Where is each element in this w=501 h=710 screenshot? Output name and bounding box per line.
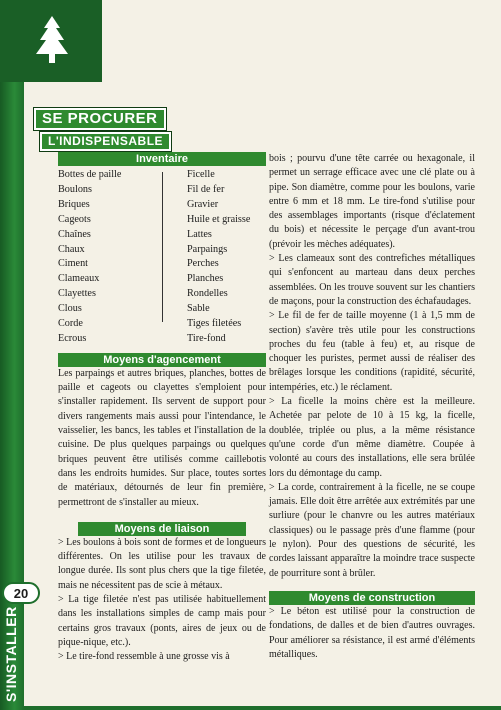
list-item: Ecrous (58, 332, 87, 344)
list-item: Clameaux (58, 273, 100, 285)
right-paragraph: > Le fil de fer de taille moyenne (1 à 1,5 mm de section) s'avère très utile pour les constructions proches du feu (table à feu) et, au risque de choquer les puristes, permet aussi de réaliser des brêlages lorsque les conditions (rapidité, sécurité, intempéries, etc.) le réclament. (269, 310, 475, 393)
list-item: Huile et graisse (187, 213, 251, 225)
page-number: 20 (2, 582, 40, 604)
list-item: Tiges filetées (187, 318, 242, 330)
inventaire-col2 (175, 168, 250, 347)
header-line2: L'INDISPENSABLE (40, 132, 171, 151)
right-paragraph: > La corde, contrairement à la ficelle, ne se coupe jamais. Elle doit être arrêtée aux extrémités par une surliure (pour le chanvre ou les autres matériaux classiques) ou le passage près d'une flamme (pour le nylon). Pour des questions de sécurité, les cordes laissant apparaître la moindre trace suspecte de pourriture sont à brûler. (269, 481, 475, 579)
right-column (269, 152, 475, 662)
list-item: Sable (187, 303, 210, 315)
list-item: Lattes (187, 228, 212, 240)
side-label-text: S'INSTALLER (3, 606, 19, 702)
list-item: Ficelle (187, 169, 215, 180)
page-header (34, 108, 166, 151)
agencement-text: Les parpaings et autres briques, planches, bottes de paille et cageots ou clayettes s'emploient pour s'installer rapidement. Ils servent de support pour divers rangements mais aussi pour l'intendance, le vaisselier, les bancs, les tables et l'installation de la cuisine. De plus quelques parpaings ou quelques briques peuvent être utilisés comme caillebotis dans les endroits humides. Sur place, toutes sortes de matériaux, détournés de leur fin première, permettront de s'installer au mieux. (58, 367, 266, 508)
list-item: Clayettes (58, 288, 96, 300)
list-item: Cageots (58, 213, 91, 225)
list-item: Rondelles (187, 288, 228, 300)
list-item: Chaux (58, 243, 85, 255)
list-item: Fil de fer (187, 183, 225, 195)
list-item: Perches (187, 258, 219, 270)
inventaire-list (58, 168, 266, 347)
liaison-paragraph: > Le tire-fond ressemble à une grosse vis à (58, 651, 230, 663)
list-item: Parpaings (187, 243, 228, 255)
agencement-title: Moyens d'agencement (58, 353, 266, 367)
inventaire-col1 (58, 168, 162, 347)
list-item: Clous (58, 303, 82, 315)
list-item: Bottes de paille (58, 169, 122, 180)
construction-text: > Le béton est utilisé pour la construction de fondations, de dalles et de bien d'autres ouvrages. Pour améliorer sa résistance, il est armé d'éléments métalliques. (269, 605, 475, 660)
left-column (58, 152, 266, 665)
list-item: Tire-fond (187, 332, 226, 344)
liaison-paragraph: > Les boulons à bois sont de formes et de longueurs différentes. On les utilise pour les travaux de longue durée. Ils sont plus chers que la tige filetée, mais ne nécessitent pas de scie à métaux. (58, 536, 266, 591)
list-item: Briques (58, 198, 90, 210)
list-item: Chaînes (58, 228, 91, 240)
liaison-paragraph: > La tige filetée n'est pas utilisée habituellement dans les installations simples de camp mais pour certains gros travaux (ponts, aires de jeux ou de pique-nique, etc.). (58, 594, 266, 648)
construction-title: Moyens de construction (269, 591, 475, 605)
bottom-rule (24, 706, 501, 710)
list-item: Ciment (58, 258, 88, 270)
list-item: Planches (187, 273, 224, 285)
header-line1: SE PROCURER (34, 108, 166, 130)
inventaire-divider (162, 172, 163, 322)
liaison-title: Moyens de liaison (78, 522, 246, 536)
list-item: Corde (58, 318, 83, 330)
right-paragraph: > Les clameaux sont des contrefiches métalliques qui s'enfoncent au marteau dans deux perches assemblées. On les trouve souvent sur les chantiers de maçons, pour la construction des échafaudages. (269, 253, 475, 307)
pine-tree-icon (30, 14, 74, 66)
list-item: Boulons (58, 183, 92, 195)
right-paragraph: > La ficelle la moins chère est la meilleure. Achetée par pelote de 10 à 15 kg, la ficelle, doublée, triplée ou plus, a la même résistance qu'une corde d'un même diamètre. Coupée à volonté au cours des installations, elle sera brûlée lors du démontage du camp. (269, 396, 475, 479)
section-side-label (3, 606, 21, 702)
list-item: Gravier (187, 198, 219, 210)
right-paragraph: bois ; pourvu d'une tête carrée ou hexagonale, il permet un serrage efficace avec une clé plate ou à pipe. Son diamètre, comme pour les boulons, varie entre 6 mm et 18 mm. Le tire-fond s'utilise pour des assemblages importants (risque d'éclatement du bois) et nécessite le perçage d'un avant-trou (prévoir les mèches adéquates). (269, 153, 475, 250)
inventaire-title: Inventaire (58, 152, 266, 166)
